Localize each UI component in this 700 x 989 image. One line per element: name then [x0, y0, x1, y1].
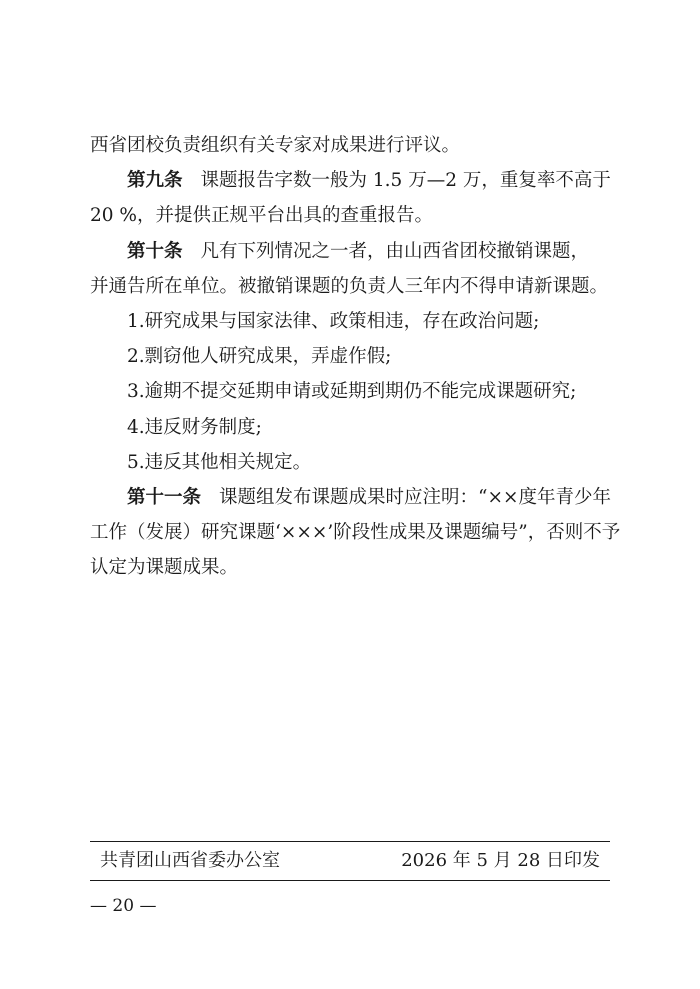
list-item: 4.违反财务制度;	[127, 416, 262, 438]
footer-top-rule	[90, 841, 610, 842]
list-item: 3.逾期不提交延期申请或延期到期仍不能完成课题研究;	[127, 381, 577, 403]
footer-bottom-rule	[90, 880, 610, 881]
page-number: — 20 —	[90, 896, 157, 916]
article-9-heading: 第九条	[127, 170, 183, 192]
article-10-line-1	[90, 234, 610, 269]
issuer-name: 共青团山西省委办公室	[100, 850, 280, 871]
article-10-heading: 第十条	[127, 240, 183, 262]
article-11-line-2: 工作（发展）研究课题‘×××’阶段性成果及课题编号”，否则不予	[90, 522, 621, 544]
paragraph-continuation: 西省团校负责组织有关专家对成果进行评议。	[90, 135, 461, 156]
article-9-text-1: 课题报告字数一般为 1.5 万—2 万，重复率不高于	[200, 170, 611, 192]
article-10-line-2: 并通告所在单位。被撤销课题的负责人三年内不得申请新课题。	[90, 275, 609, 297]
list-item: 1.研究成果与国家法律、政策相违，存在政治问题;	[127, 310, 540, 332]
article-10-text-1: 凡有下列情况之一者，由山西省团校撤销课题，	[200, 240, 590, 262]
list-item: 5.违反其他相关规定。	[127, 451, 312, 473]
document-body	[90, 128, 621, 585]
article-11-line-3: 认定为课题成果。	[90, 557, 239, 579]
article-11-heading: 第十一条	[127, 486, 202, 508]
issue-date: 2026 年 5 月 28 日印发	[401, 850, 600, 871]
article-9-line-1	[90, 163, 610, 198]
issuance-row	[100, 847, 600, 875]
article-9-line-2: 20 %，并提供正规平台出具的查重报告。	[90, 205, 434, 227]
article-11-line-1	[90, 480, 610, 515]
list-item: 2.剽窃他人研究成果，弄虚作假;	[127, 346, 392, 368]
article-11-text-1: 课题组发布课题成果时应注明：“××度年青少年	[219, 486, 611, 508]
